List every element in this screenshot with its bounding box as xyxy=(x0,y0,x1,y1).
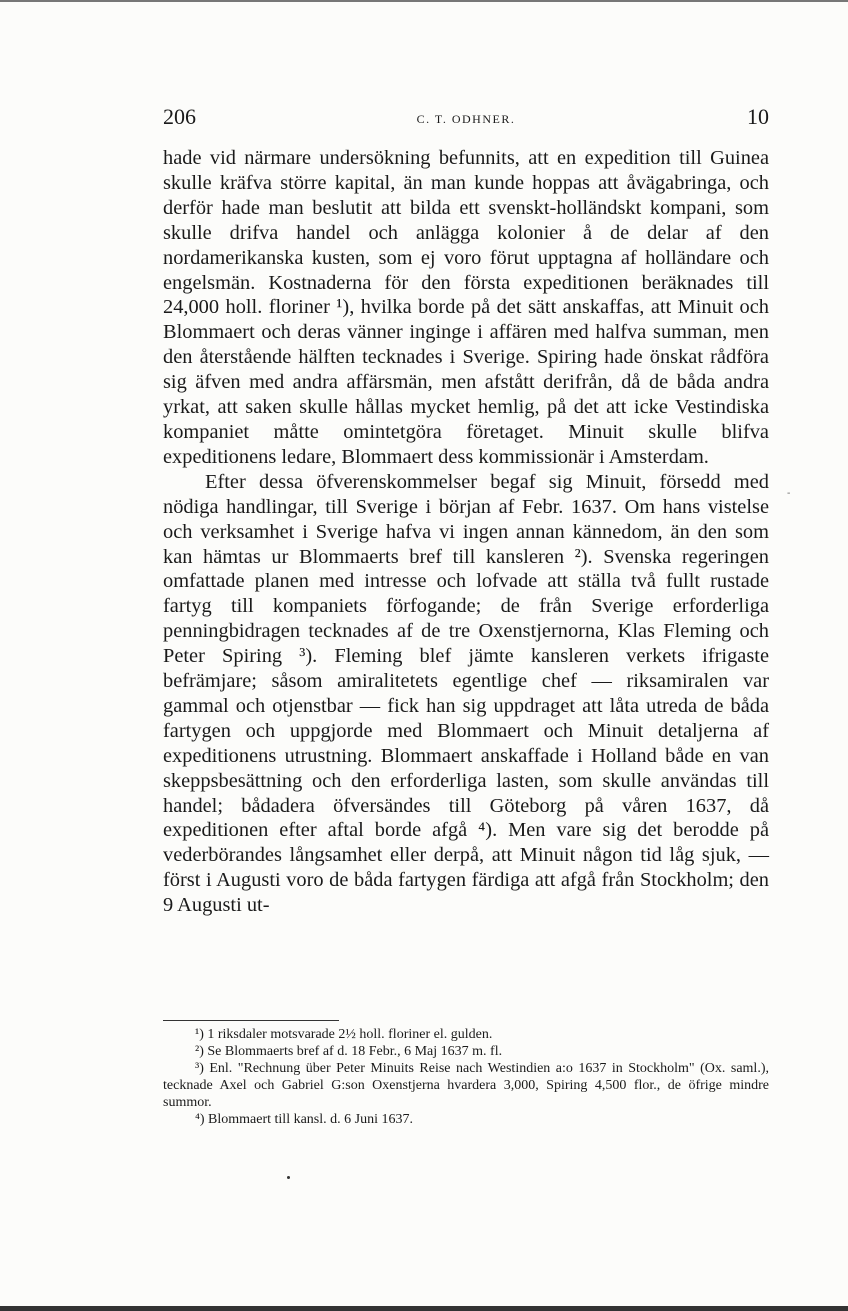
running-head xyxy=(163,104,769,134)
body-paragraph-2: Efter dessa öfverenskommelser begaf sig Minuit, försedd med nödiga handlingar, till Sverige i början af Febr. 1637. Om hans vistelse och verksamhet i Sverige hafva vi ingen annan kännedom, än den som kan hämtas ur Blommaerts bref till kansleren ²). Svenska regeringen omfattade planen med intresse och lofvade att ställa två fullt rustade fartyg till kompaniets förfogande; de från Sverige erforderliga penningbidragen tecknades af de tre Oxenstjernorna, Klas Fleming och Peter Spiring ³). Fleming blef jämte kansleren verkets ifrigaste befrämjare; såsom amiralitetets egentlige chef — riksamiralen var gammal och otjenstbar — fick han sig uppdraget att låta utreda de båda fartygen och uppgjorde med Blommaert och Minuit detaljerna af expeditionens utrustning. Blommaert anskaffade i Holland både en van skeppsbesättning och den erforderliga lasten, som skulle användas till handel; bådadera öfversändes till Göteborg på våren 1637, då expeditionen efter aftal borde afgå ⁴). Men vare sig det berodde på vederbörandes långsamhet eller derpå, att Minuit någon tid låg sjuk, — först i Augusti voro de båda fartygen färdiga att afgå från Stockholm; den 9 Augusti ut- xyxy=(163,470,769,917)
footnotes xyxy=(163,1026,769,1128)
running-head-author: C. T. ODHNER. xyxy=(416,112,516,126)
scan-bottom-edge xyxy=(0,1306,848,1311)
scan-top-edge xyxy=(0,0,848,2)
footnote-1: ¹) 1 riksdaler motsvarade 2½ holl. floriner el. gulden. xyxy=(195,1027,493,1042)
footnote-4: ⁴) Blommaert till kansl. d. 6 Juni 1637. xyxy=(195,1112,413,1127)
signature-number: 10 xyxy=(747,104,769,129)
body-paragraph-1: hade vid närmare undersökning befunnits, att en expedition till Guinea skulle kräfva större kapital, än man kunde hoppas att åvägabringa, och derför hade man beslutit att bilda ett svenskt-holländskt kompani, som skulle drifva handel och anlägga kolonier å de delar af den nordamerikanska kusten, som ej voro förut upptagna af holländare och engelsmän. Kostnaderna för den första expeditionen beräknades till 24,000 holl. floriner ¹), hvilka borde på det sätt anskaffas, att Minuit och Blommaert och deras vänner inginge i affären med halfva summan, men den återstående hälften tecknades i Sverige. Spiring hade önskat rådföra sig äfven med andra affärsmän, men afstått derifrån, då de båda andra yrkat, att saken skulle hållas mycket hemlig, på det att icke Vestindiska kompaniet måtte omintetgöra företaget. Minuit skulle blifva expeditionens ledare, Blommaert dess kommissionär i Amsterdam. xyxy=(163,147,769,468)
footnote-3: ³) Enl. "Rechnung über Peter Minuits Reise nach Westindien a:o 1637 in Stockholm" (Ox. saml.), tecknade Axel och Gabriel G:son Oxenstjerna hvardera 3,000, Spiring 4,500 flor., de öfrige mindre summor. xyxy=(163,1061,769,1110)
body-text xyxy=(163,146,769,918)
page-number: 206 xyxy=(163,104,196,129)
scan-speck xyxy=(287,1176,290,1179)
footnote-rule xyxy=(163,1020,339,1021)
margin-mark: - xyxy=(787,488,791,499)
footnote-2: ²) Se Blommaerts bref af d. 18 Febr., 6 Maj 1637 m. fl. xyxy=(195,1044,503,1059)
